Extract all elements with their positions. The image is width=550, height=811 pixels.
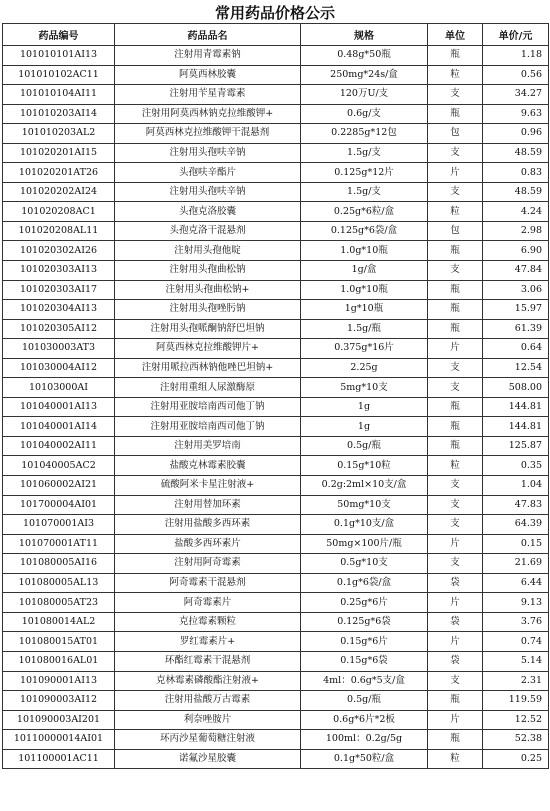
table-row xyxy=(3,85,549,105)
specification-cell: 100ml：0.2g/5g xyxy=(301,730,428,750)
unit-cell: 瓶 xyxy=(428,436,483,456)
drug-name-cell: 注射用亚胺培南西司他丁钠 xyxy=(115,397,301,417)
drug-code-cell: 101020303AI13 xyxy=(3,261,115,281)
unit-price-cell: 144.81 xyxy=(483,417,549,437)
drug-code-cell: 101010203AL2 xyxy=(3,124,115,144)
drug-code-cell: 101010203AI14 xyxy=(3,104,115,124)
table-row xyxy=(3,46,549,66)
table-row xyxy=(3,143,549,163)
specification-cell: 0.2g:2ml×10支/盒 xyxy=(301,476,428,496)
drug-code-cell: 101080005AL13 xyxy=(3,573,115,593)
drug-code-cell: 101040002AI11 xyxy=(3,436,115,456)
drug-code-cell: 101090001AI13 xyxy=(3,671,115,691)
specification-cell: 250mg*24s/盒 xyxy=(301,65,428,85)
unit-cell: 支 xyxy=(428,476,483,496)
drug-code-cell: 10103000AI xyxy=(3,378,115,398)
unit-price-cell: 0.56 xyxy=(483,65,549,85)
unit-cell: 支 xyxy=(428,85,483,105)
specification-cell: 0.15g*6片 xyxy=(301,632,428,652)
page-title: 常用药品价格公示 xyxy=(214,4,335,22)
drug-code-cell: 101090003AI201 xyxy=(3,710,115,730)
drug-code-cell: 101030003AT3 xyxy=(3,339,115,359)
table-row xyxy=(3,671,549,691)
table-row xyxy=(3,612,549,632)
unit-cell: 瓶 xyxy=(428,319,483,339)
unit-cell: 片 xyxy=(428,593,483,613)
drug-name-cell: 阿奇霉素片 xyxy=(115,593,301,613)
unit-price-cell: 119.59 xyxy=(483,691,549,711)
table-row xyxy=(3,730,549,750)
unit-cell: 片 xyxy=(428,534,483,554)
table-row xyxy=(3,593,549,613)
drug-name-cell: 注射用盐酸万古霉素 xyxy=(115,691,301,711)
drug-name-cell: 克林霉素磷酸酯注射液+ xyxy=(115,671,301,691)
table-row xyxy=(3,202,549,222)
drug-name-cell: 头孢克洛干混悬剂 xyxy=(115,221,301,241)
drug-code-cell: 101020208AC1 xyxy=(3,202,115,222)
table-row xyxy=(3,163,549,183)
specification-cell: 120万U/支 xyxy=(301,85,428,105)
drug-name-cell: 注射用头孢哌酮钠舒巴坦钠 xyxy=(115,319,301,339)
unit-cell: 片 xyxy=(428,339,483,359)
table-row xyxy=(3,691,549,711)
specification-cell: 50mg×100片/瓶 xyxy=(301,534,428,554)
table-row xyxy=(3,65,549,85)
drug-name-cell: 注射用头孢唑肟钠 xyxy=(115,300,301,320)
drug-name-cell: 注射用阿奇霉素 xyxy=(115,554,301,574)
specification-cell: 0.125g*12片 xyxy=(301,163,428,183)
table-row xyxy=(3,495,549,515)
drug-name-cell: 头孢克洛胶囊 xyxy=(115,202,301,222)
drug-name-cell: 注射用头孢呋辛钠 xyxy=(115,182,301,202)
drug-code-cell: 101020201AI15 xyxy=(3,143,115,163)
unit-cell: 袋 xyxy=(428,573,483,593)
specification-cell: 0.5g/瓶 xyxy=(301,436,428,456)
specification-cell: 0.5g/瓶 xyxy=(301,691,428,711)
unit-cell: 瓶 xyxy=(428,300,483,320)
unit-price-cell: 5.14 xyxy=(483,651,549,671)
specification-cell: 0.25g*6粒/盒 xyxy=(301,202,428,222)
unit-cell: 袋 xyxy=(428,651,483,671)
unit-price-cell: 0.25 xyxy=(483,749,549,769)
specification-cell: 0.6g*6片*2板 xyxy=(301,710,428,730)
table-row xyxy=(3,339,549,359)
drug-name-cell: 克拉霉素颗粒 xyxy=(115,612,301,632)
unit-cell: 支 xyxy=(428,358,483,378)
header-drug-code: 药品编号 xyxy=(3,24,115,46)
drug-name-cell: 盐酸多西环素片 xyxy=(115,534,301,554)
unit-price-cell: 144.81 xyxy=(483,397,549,417)
unit-price-cell: 125.87 xyxy=(483,436,549,456)
specification-cell: 0.15g*10粒 xyxy=(301,456,428,476)
table-row xyxy=(3,456,549,476)
table-row xyxy=(3,261,549,281)
table-row xyxy=(3,378,549,398)
table-row xyxy=(3,632,549,652)
specification-cell: 0.125g*6袋/盒 xyxy=(301,221,428,241)
table-row xyxy=(3,749,549,769)
drug-name-cell: 注射用头孢他啶 xyxy=(115,241,301,261)
unit-price-cell: 4.24 xyxy=(483,202,549,222)
specification-cell: 0.375g*16片 xyxy=(301,339,428,359)
unit-price-cell: 3.76 xyxy=(483,612,549,632)
drug-name-cell: 阿奇霉素干混悬剂 xyxy=(115,573,301,593)
drug-code-cell: 101030004AI12 xyxy=(3,358,115,378)
unit-price-cell: 52.38 xyxy=(483,730,549,750)
drug-code-cell: 101080014AL2 xyxy=(3,612,115,632)
unit-cell: 支 xyxy=(428,143,483,163)
table-row xyxy=(3,651,549,671)
unit-cell: 片 xyxy=(428,632,483,652)
table-row xyxy=(3,436,549,456)
specification-cell: 0.6g/支 xyxy=(301,104,428,124)
unit-cell: 包 xyxy=(428,124,483,144)
unit-cell: 瓶 xyxy=(428,241,483,261)
unit-price-cell: 6.44 xyxy=(483,573,549,593)
unit-cell: 支 xyxy=(428,378,483,398)
unit-cell: 瓶 xyxy=(428,104,483,124)
drug-code-cell: 101100001AC11 xyxy=(3,749,115,769)
table-row xyxy=(3,573,549,593)
drug-name-cell: 环酯红霉素干混悬剂 xyxy=(115,651,301,671)
header-unit: 单位 xyxy=(428,24,483,46)
specification-cell: 1g/盒 xyxy=(301,261,428,281)
drug-code-cell: 101020304AI13 xyxy=(3,300,115,320)
table-row xyxy=(3,358,549,378)
specification-cell: 50mg*10支 xyxy=(301,495,428,515)
table-row xyxy=(3,319,549,339)
unit-cell: 瓶 xyxy=(428,417,483,437)
drug-code-cell: 101020303AI17 xyxy=(3,280,115,300)
drug-code-cell: 101080005AT23 xyxy=(3,593,115,613)
table-row xyxy=(3,476,549,496)
unit-cell: 瓶 xyxy=(428,691,483,711)
drug-name-cell: 注射用亚胺培南西司他丁钠 xyxy=(115,417,301,437)
drug-name-cell: 注射用盐酸多西环素 xyxy=(115,515,301,535)
drug-code-cell: 101070001AI3 xyxy=(3,515,115,535)
drug-code-cell: 10110000014AI01 xyxy=(3,730,115,750)
table-row xyxy=(3,124,549,144)
drug-name-cell: 注射用头孢曲松钠+ xyxy=(115,280,301,300)
unit-price-cell: 12.54 xyxy=(483,358,549,378)
unit-price-cell: 15.97 xyxy=(483,300,549,320)
table-row xyxy=(3,221,549,241)
unit-price-cell: 9.13 xyxy=(483,593,549,613)
unit-cell: 片 xyxy=(428,163,483,183)
unit-cell: 支 xyxy=(428,495,483,515)
specification-cell: 0.15g*6袋 xyxy=(301,651,428,671)
header-specification: 规格 xyxy=(301,24,428,46)
unit-cell: 粒 xyxy=(428,65,483,85)
drug-code-cell: 101020302AI26 xyxy=(3,241,115,261)
unit-cell: 包 xyxy=(428,221,483,241)
drug-name-cell: 注射用哌拉西林钠他唑巴坦钠+ xyxy=(115,358,301,378)
specification-cell: 0.1g*50粒/盒 xyxy=(301,749,428,769)
unit-price-cell: 12.52 xyxy=(483,710,549,730)
specification-cell: 5mg*10支 xyxy=(301,378,428,398)
specification-cell: 1g xyxy=(301,417,428,437)
unit-price-cell: 48.59 xyxy=(483,182,549,202)
drug-code-cell: 101700004AI01 xyxy=(3,495,115,515)
specification-cell: 0.1g*6袋/盒 xyxy=(301,573,428,593)
drug-name-cell: 罗红霉素片+ xyxy=(115,632,301,652)
table-row xyxy=(3,397,549,417)
specification-cell: 1.5g/支 xyxy=(301,182,428,202)
drug-name-cell: 注射用替加环素 xyxy=(115,495,301,515)
unit-cell: 瓶 xyxy=(428,280,483,300)
table-row xyxy=(3,280,549,300)
specification-cell: 0.1g*10支/盒 xyxy=(301,515,428,535)
drug-code-cell: 101040001AI13 xyxy=(3,397,115,417)
unit-cell: 粒 xyxy=(428,456,483,476)
unit-cell: 袋 xyxy=(428,612,483,632)
specification-cell: 0.125g*6袋 xyxy=(301,612,428,632)
drug-name-cell: 硫酸阿米卡星注射液+ xyxy=(115,476,301,496)
table-row xyxy=(3,417,549,437)
drug-name-cell: 盐酸克林霉素胶囊 xyxy=(115,456,301,476)
drug-code-cell: 101010101AI13 xyxy=(3,46,115,66)
specification-cell: 1.0g*10瓶 xyxy=(301,241,428,261)
drug-name-cell: 阿莫西林克拉维酸钾干混悬剂 xyxy=(115,124,301,144)
header-drug-name: 药品品名 xyxy=(115,24,301,46)
unit-price-cell: 6.90 xyxy=(483,241,549,261)
unit-cell: 支 xyxy=(428,515,483,535)
drug-name-cell: 注射用头孢呋辛钠 xyxy=(115,143,301,163)
specification-cell: 0.25g*6片 xyxy=(301,593,428,613)
drug-code-cell: 101020201AT26 xyxy=(3,163,115,183)
drug-price-table xyxy=(2,23,549,769)
specification-cell: 1g xyxy=(301,397,428,417)
specification-cell: 0.48g*50瓶 xyxy=(301,46,428,66)
drug-name-cell: 环丙沙星葡萄糖注射液 xyxy=(115,730,301,750)
specification-cell: 2.25g xyxy=(301,358,428,378)
unit-price-cell: 0.64 xyxy=(483,339,549,359)
unit-price-cell: 47.84 xyxy=(483,261,549,281)
table-row xyxy=(3,300,549,320)
unit-cell: 片 xyxy=(428,710,483,730)
unit-price-cell: 21.69 xyxy=(483,554,549,574)
unit-cell: 粒 xyxy=(428,749,483,769)
drug-name-cell: 注射用阿莫西林钠克拉维酸钾+ xyxy=(115,104,301,124)
table-row xyxy=(3,554,549,574)
unit-cell: 支 xyxy=(428,554,483,574)
drug-code-cell: 101020305AI12 xyxy=(3,319,115,339)
drug-code-cell: 101020208AL11 xyxy=(3,221,115,241)
unit-price-cell: 2.98 xyxy=(483,221,549,241)
drug-name-cell: 注射用苄星青霉素 xyxy=(115,85,301,105)
unit-price-cell: 0.35 xyxy=(483,456,549,476)
unit-cell: 支 xyxy=(428,182,483,202)
drug-name-cell: 头孢呋辛酯片 xyxy=(115,163,301,183)
drug-name-cell: 注射用美罗培南 xyxy=(115,436,301,456)
table-row xyxy=(3,104,549,124)
specification-cell: 0.2285g*12包 xyxy=(301,124,428,144)
specification-cell: 1g*10瓶 xyxy=(301,300,428,320)
unit-cell: 瓶 xyxy=(428,730,483,750)
drug-code-cell: 101010102AC11 xyxy=(3,65,115,85)
drug-code-cell: 101090003AI12 xyxy=(3,691,115,711)
drug-code-cell: 101080015AT01 xyxy=(3,632,115,652)
unit-price-cell: 47.83 xyxy=(483,495,549,515)
drug-name-cell: 阿莫西林胶囊 xyxy=(115,65,301,85)
drug-code-cell: 101040005AC2 xyxy=(3,456,115,476)
unit-cell: 支 xyxy=(428,671,483,691)
header-unit-price: 单价/元 xyxy=(483,24,549,46)
table-row xyxy=(3,182,549,202)
unit-price-cell: 1.04 xyxy=(483,476,549,496)
unit-price-cell: 3.06 xyxy=(483,280,549,300)
unit-cell: 粒 xyxy=(428,202,483,222)
specification-cell: 1.5g/支 xyxy=(301,143,428,163)
unit-cell: 瓶 xyxy=(428,397,483,417)
unit-price-cell: 2.31 xyxy=(483,671,549,691)
drug-code-cell: 101080005AI16 xyxy=(3,554,115,574)
drug-name-cell: 注射用重组人尿激酶原 xyxy=(115,378,301,398)
unit-price-cell: 508.00 xyxy=(483,378,549,398)
unit-price-cell: 9.63 xyxy=(483,104,549,124)
table-header-row xyxy=(3,24,549,46)
table-row xyxy=(3,534,549,554)
unit-price-cell: 64.39 xyxy=(483,515,549,535)
drug-name-cell: 注射用头孢曲松钠 xyxy=(115,261,301,281)
drug-name-cell: 阿莫西林克拉维酸钾片+ xyxy=(115,339,301,359)
drug-code-cell: 101070001AT11 xyxy=(3,534,115,554)
unit-cell: 支 xyxy=(428,261,483,281)
unit-price-cell: 48.59 xyxy=(483,143,549,163)
specification-cell: 1.0g*10瓶 xyxy=(301,280,428,300)
drug-code-cell: 101080016AL01 xyxy=(3,651,115,671)
drug-name-cell: 诺氟沙星胶囊 xyxy=(115,749,301,769)
drug-code-cell: 101040001AI14 xyxy=(3,417,115,437)
unit-price-cell: 1.18 xyxy=(483,46,549,66)
table-row xyxy=(3,710,549,730)
drug-code-cell: 101020202AI24 xyxy=(3,182,115,202)
drug-code-cell: 101010104AI11 xyxy=(3,85,115,105)
table-row xyxy=(3,241,549,261)
unit-price-cell: 0.15 xyxy=(483,534,549,554)
unit-price-cell: 0.74 xyxy=(483,632,549,652)
specification-cell: 4ml：0.6g*5支/盒 xyxy=(301,671,428,691)
unit-price-cell: 0.83 xyxy=(483,163,549,183)
unit-price-cell: 0.96 xyxy=(483,124,549,144)
drug-code-cell: 101060002AI21 xyxy=(3,476,115,496)
unit-price-cell: 34.27 xyxy=(483,85,549,105)
unit-cell: 瓶 xyxy=(428,46,483,66)
unit-price-cell: 61.39 xyxy=(483,319,549,339)
table-row xyxy=(3,515,549,535)
drug-name-cell: 注射用青霉素钠 xyxy=(115,46,301,66)
drug-name-cell: 利奈唑胺片 xyxy=(115,710,301,730)
specification-cell: 0.5g*10支 xyxy=(301,554,428,574)
specification-cell: 1.5g/瓶 xyxy=(301,319,428,339)
